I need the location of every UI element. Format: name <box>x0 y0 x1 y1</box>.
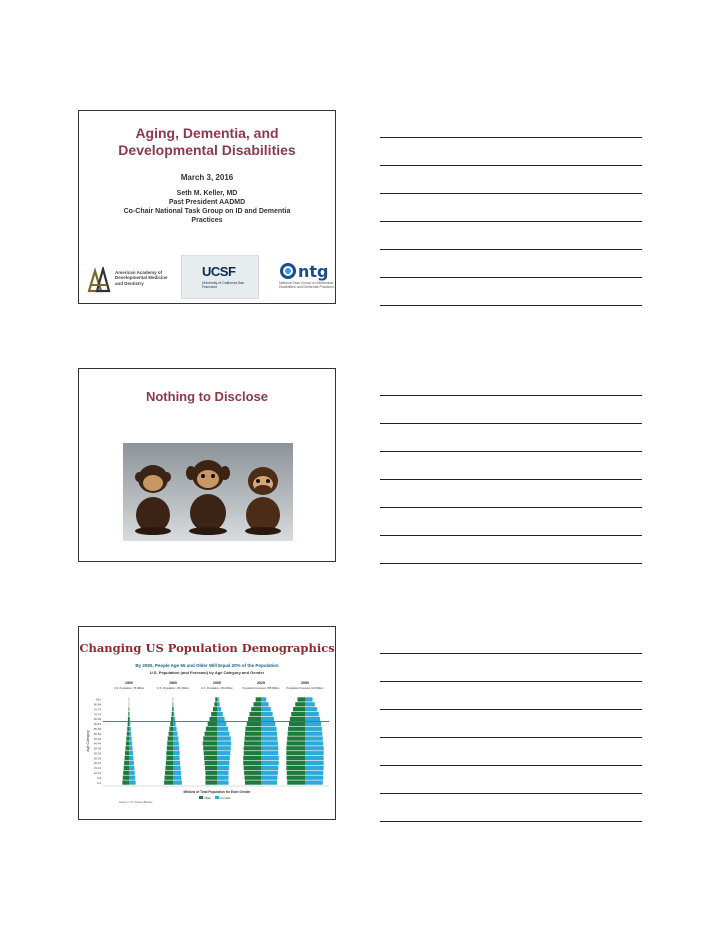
bar-female <box>217 707 221 711</box>
bar-female <box>305 766 324 770</box>
slide3-title: Changing US Population Demographics <box>79 641 335 655</box>
bar-female <box>173 712 174 716</box>
bar-male <box>205 766 217 770</box>
bar-female <box>261 702 269 706</box>
bar-female <box>173 761 180 765</box>
panel-year-label: 2025 <box>257 681 265 685</box>
population-pyramid-chart <box>85 675 331 815</box>
notes-line <box>380 563 642 564</box>
bar-female <box>129 780 136 784</box>
bar-female <box>217 712 223 716</box>
bar-female <box>217 732 229 736</box>
bar-female <box>129 776 135 780</box>
bar-female <box>261 727 277 731</box>
panel-year-label: 2050 <box>301 681 309 685</box>
age-tick-label: 20-24 <box>93 761 101 766</box>
bar-male <box>203 741 217 745</box>
bar-male <box>291 712 305 716</box>
bar-male <box>243 756 261 760</box>
bar-female <box>129 771 135 775</box>
age-tick-label: 25-29 <box>93 756 101 761</box>
bar-male <box>164 780 173 784</box>
bar-female <box>217 751 230 755</box>
bar-male <box>127 727 129 731</box>
bar-male <box>295 702 305 706</box>
panel-caption: U.S. Population: 76 Million <box>113 687 145 690</box>
bar-female <box>129 766 134 770</box>
bar-male <box>287 780 305 784</box>
ntg-logo-mark <box>279 261 334 281</box>
notes-line <box>380 305 642 306</box>
age-tick-label: 40-44 <box>93 741 101 746</box>
panel-caption: U.S. Population: 281 Million <box>201 687 233 690</box>
age-tick-label: 35-39 <box>93 746 101 751</box>
bar-female <box>305 756 324 760</box>
bar-female <box>261 756 279 760</box>
bar-male <box>123 776 129 780</box>
age-tick-label: 0-4 <box>96 780 101 785</box>
bar-female <box>173 780 182 784</box>
bar-male <box>170 722 173 726</box>
bar-male <box>128 712 129 716</box>
bar-female <box>129 717 130 721</box>
ntg-logo-sub: National Task Group on Intellectual Disabilities and Dementia Practices <box>279 281 334 290</box>
bar-male <box>287 771 305 775</box>
bar-male <box>203 736 217 740</box>
ntg-logo-text: ntg <box>298 262 329 281</box>
bar-male <box>213 707 217 711</box>
bar-male <box>253 702 261 706</box>
bar-female <box>217 780 229 784</box>
notes-line <box>380 249 642 250</box>
bar-male <box>286 766 305 770</box>
bar-female <box>305 746 324 750</box>
bar-female <box>129 741 132 745</box>
bar-female <box>261 751 278 755</box>
three-monkeys-photo <box>123 443 293 541</box>
ucsf-logo-sub: University of California San Francisco <box>202 281 245 290</box>
bar-male <box>125 751 129 755</box>
bar-male <box>125 746 129 750</box>
age-tick-label: 80-84 <box>93 702 101 707</box>
bar-female <box>261 771 278 775</box>
notes-line <box>380 709 642 710</box>
bar-male <box>208 722 217 726</box>
bar-female <box>173 751 180 755</box>
bar-male <box>204 751 217 755</box>
bar-male <box>205 761 217 765</box>
x-axis-label: Millions of Total Population for Each Gender <box>183 790 251 794</box>
slide-1 <box>78 110 336 304</box>
bar-male <box>166 756 173 760</box>
bar-female <box>305 741 323 745</box>
bar-female <box>217 741 231 745</box>
bar-female <box>217 717 225 721</box>
bar-female <box>129 722 130 726</box>
bar-male <box>286 751 305 755</box>
bar-male <box>211 712 217 716</box>
legend-male-label: Male <box>204 795 212 800</box>
bar-male <box>167 746 173 750</box>
slide1-title-line1: Aging, Dementia, and <box>135 125 279 141</box>
bar-female <box>217 766 229 770</box>
bar-female <box>305 702 315 706</box>
aadmd-logo <box>87 267 167 293</box>
notes-line <box>380 479 642 480</box>
bar-male <box>205 732 217 736</box>
bar-female <box>173 766 181 770</box>
bar-female <box>173 771 181 775</box>
bar-female <box>261 776 277 780</box>
bar-male <box>125 756 129 760</box>
bar-female <box>129 732 131 736</box>
bar-female <box>173 732 177 736</box>
age-tick-label: 50-54 <box>93 731 101 736</box>
presenter-role2-line1: Co-Chair National Task Group on ID and Dementia <box>123 208 291 215</box>
bar-female <box>261 741 278 745</box>
slide-2 <box>78 368 336 562</box>
bar-male <box>168 736 173 740</box>
y-axis-label: Age Category <box>86 730 90 752</box>
bar-female <box>217 736 231 740</box>
legend-female-label: Female <box>220 795 231 800</box>
panel-caption: Population Forecast: 420 Million <box>286 687 324 690</box>
notes-line <box>380 193 642 194</box>
notes-line <box>380 765 642 766</box>
ntg-logo <box>279 261 334 297</box>
age-tick-label: 30-34 <box>93 751 101 756</box>
bar-male <box>126 736 129 740</box>
bar-male <box>124 766 129 770</box>
bar-male <box>288 732 305 736</box>
bar-male <box>205 771 217 775</box>
notes-line <box>380 277 642 278</box>
slide1-title <box>79 125 335 159</box>
notes-line <box>380 395 642 396</box>
bar-male <box>293 707 305 711</box>
bar-male <box>127 732 129 736</box>
bar-male <box>286 761 305 765</box>
bar-female <box>129 727 131 731</box>
bar-male <box>248 717 261 721</box>
panel-year-label: 1960 <box>169 681 177 685</box>
notes-line <box>380 821 642 822</box>
bar-female <box>129 751 133 755</box>
bar-male <box>289 722 305 726</box>
bar-female <box>305 697 313 701</box>
bar-female <box>305 717 320 721</box>
age-tick-label: 55-59 <box>93 726 101 731</box>
legend-male-swatch <box>199 796 203 799</box>
age-tick-label: 85+ <box>96 697 101 702</box>
bar-male <box>128 722 129 726</box>
presenter-name: Seth M. Keller, MD <box>176 190 238 197</box>
bar-female <box>305 722 321 726</box>
bar-male <box>297 697 305 701</box>
bar-male <box>206 727 217 731</box>
slide-3 <box>78 626 336 820</box>
bar-male <box>290 717 305 721</box>
bar-female <box>217 702 220 706</box>
bar-female <box>261 746 278 750</box>
age-tick-label: 10-14 <box>93 770 101 775</box>
bar-male <box>256 697 261 701</box>
bar-male <box>215 697 217 701</box>
bar-female <box>129 736 132 740</box>
bar-female <box>173 776 181 780</box>
legend-female-swatch <box>215 796 219 799</box>
bar-female <box>217 727 228 731</box>
bar-male <box>244 771 261 775</box>
bar-male <box>245 736 261 740</box>
notes-line <box>380 653 642 654</box>
bar-male <box>249 712 261 716</box>
bar-male <box>122 780 129 784</box>
bar-female <box>217 697 219 701</box>
bar-male <box>245 780 261 784</box>
bar-female <box>173 722 176 726</box>
bar-female <box>173 756 180 760</box>
bar-female <box>305 771 323 775</box>
slide1-presenter-block <box>79 189 335 225</box>
chart-subtitle2: U.S. Population (and Forecast) by Age Category and Gender <box>149 670 265 675</box>
bar-female <box>129 746 133 750</box>
bar-female <box>261 766 278 770</box>
presenter-role2-line2: Practices <box>191 217 223 224</box>
notes-line <box>380 137 642 138</box>
bar-female <box>305 761 324 765</box>
bar-male <box>204 756 217 760</box>
bar-female <box>261 717 274 721</box>
bar-female <box>217 776 229 780</box>
age-tick-label: 45-49 <box>93 736 101 741</box>
bar-male <box>167 741 173 745</box>
slide1-date: March 3, 2016 <box>180 173 234 182</box>
bar-male <box>287 741 305 745</box>
slide2-title: Nothing to Disclose <box>145 389 269 404</box>
notes-line <box>380 451 642 452</box>
bar-female <box>173 746 179 750</box>
bar-male <box>165 771 173 775</box>
bar-female <box>261 697 266 701</box>
age-tick-label: 65-69 <box>93 717 101 722</box>
bar-male <box>247 722 261 726</box>
bar-female <box>173 707 174 711</box>
bar-female <box>217 746 231 750</box>
panel-year-label: 1900 <box>125 681 133 685</box>
bar-male <box>205 776 217 780</box>
bar-female <box>305 707 317 711</box>
bar-male <box>286 746 305 750</box>
bar-male <box>243 761 261 765</box>
presenter-role1: Past President AADMD <box>168 199 246 206</box>
bar-male <box>165 766 173 770</box>
bar-female <box>261 707 271 711</box>
bar-male <box>165 776 173 780</box>
bar-female <box>173 727 177 731</box>
bar-male <box>166 751 173 755</box>
notes-line <box>380 165 642 166</box>
bar-female <box>261 780 277 784</box>
bar-female <box>305 712 319 716</box>
bar-male <box>244 751 261 755</box>
bar-female <box>261 736 277 740</box>
ucsf-logo-text: UCSF <box>202 264 236 279</box>
age-tick-label: 15-19 <box>93 766 101 771</box>
bar-female <box>261 712 273 716</box>
bar-male <box>169 732 173 736</box>
bar-male <box>209 717 217 721</box>
bar-female <box>305 780 323 784</box>
bar-female <box>305 732 322 736</box>
bar-male <box>169 727 173 731</box>
bar-male <box>288 727 305 731</box>
bar-male <box>251 707 261 711</box>
bar-male <box>123 771 129 775</box>
bar-female <box>217 771 229 775</box>
ucsf-logo <box>181 255 259 299</box>
notes-line <box>380 737 642 738</box>
bar-female <box>129 761 134 765</box>
bar-male <box>166 761 173 765</box>
bar-female <box>305 727 322 731</box>
panel-caption: U.S. Population: 181 Million <box>157 687 189 690</box>
bar-male <box>244 766 261 770</box>
bar-male <box>244 746 261 750</box>
notes-line <box>380 507 642 508</box>
bar-female <box>173 717 175 721</box>
bar-male <box>244 741 261 745</box>
bar-female <box>129 756 133 760</box>
bar-female <box>261 722 275 726</box>
bar-female <box>305 776 323 780</box>
panel-caption: Population Forecast: 358 Million <box>242 687 280 690</box>
notes-line <box>380 221 642 222</box>
notes-line <box>380 423 642 424</box>
bar-male <box>245 727 261 731</box>
bar-male <box>171 717 173 721</box>
notes-line <box>380 793 642 794</box>
bar-female <box>129 712 130 716</box>
bar-male <box>124 761 129 765</box>
slide1-title-line2: Developmental Disabilities <box>118 142 296 158</box>
bar-male <box>245 776 261 780</box>
bar-female <box>217 722 226 726</box>
age-tick-label: 75-79 <box>93 707 101 712</box>
bar-female <box>173 736 178 740</box>
bar-female <box>217 756 230 760</box>
bar-male <box>286 756 305 760</box>
aadmd-logo-text: American Academy of Developmental Medicine and Dentistry <box>115 270 168 286</box>
chart-source: Source: U.S. Census Bureau <box>119 801 153 804</box>
age-tick-label: 5-9 <box>96 775 101 780</box>
bar-male <box>128 717 129 721</box>
bar-male <box>287 776 305 780</box>
bar-female <box>305 751 324 755</box>
bar-female <box>173 741 179 745</box>
age-tick-label: 70-74 <box>93 712 101 717</box>
bar-male <box>126 741 129 745</box>
bar-male <box>245 732 261 736</box>
notes-line <box>380 535 642 536</box>
bar-female <box>305 736 323 740</box>
bar-male <box>214 702 217 706</box>
bar-male <box>203 746 217 750</box>
bar-male <box>287 736 305 740</box>
aadmd-logo-mark <box>87 267 111 293</box>
bar-male <box>172 707 173 711</box>
panel-year-label: 2000 <box>213 681 221 685</box>
notes-line <box>380 681 642 682</box>
bar-female <box>217 761 229 765</box>
bar-male <box>172 712 173 716</box>
bar-female <box>261 761 279 765</box>
bar-female <box>261 732 277 736</box>
bar-male <box>205 780 217 784</box>
age-tick-label: 60-64 <box>93 722 101 727</box>
chart-subtitle1: By 2050, People Age 65 and Older Will Equal 20% of the Population <box>135 663 279 668</box>
